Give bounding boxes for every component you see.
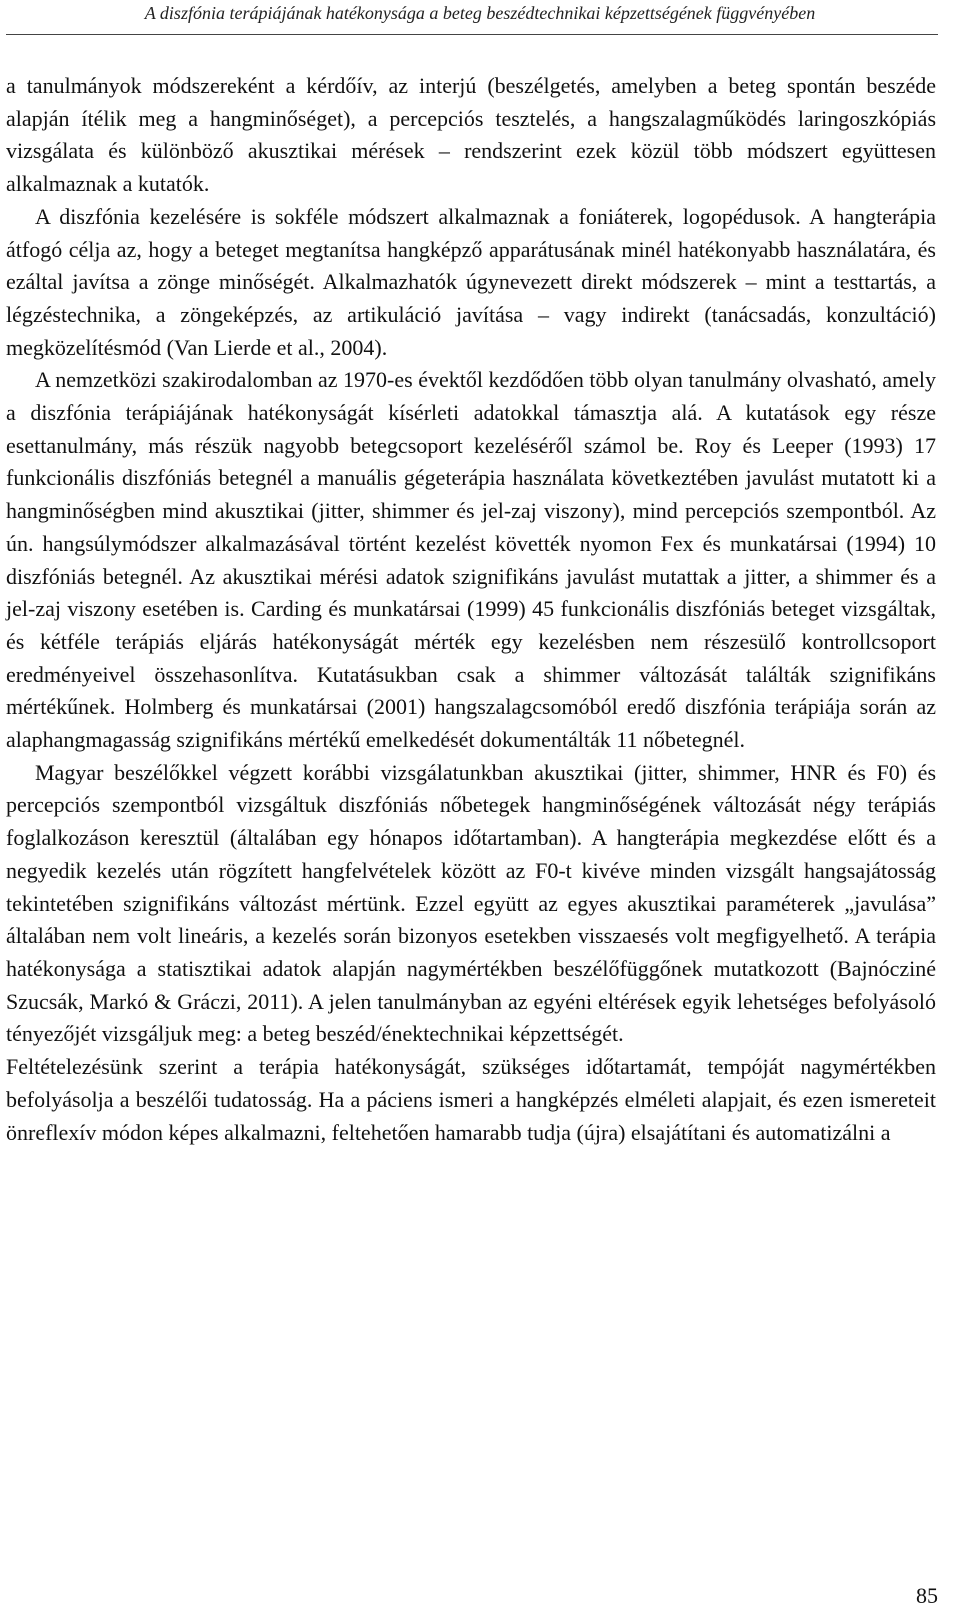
paragraph-previous-study: Magyar beszélőkkel végzett korábbi vizsgálatunkban akusztikai (jitter, shimmer, HNR és F0) és percepciós szempontból vizsgáltuk diszfóniás nőbetegek hangminőségének változását négy terápiás foglalkozáson keresztül (általában egy hónapos időtartamban). A hangterápia megkezdése előtt és a negyedik kezelés után rögzített hangfelvételek között az F0-t kivéve minden vizsgált hangsajátosság tekintetében szignifikáns változást mértünk. Ezzel együtt az egyes akusztikai paraméterek „javulása” általában nem volt lineáris, a kezelés során bizonyos esetekben visszaesés volt megfigyelhető. A terápia hatékonysága a statisztikai adatok alapján nagymértékben beszélőfüggőnek mutatkozott (Bajnócziné Szucsák, Markó & Gráczi, 2011). A jelen tanulmányban az egyéni eltérések egyik lehetséges befolyásoló tényezőjét vizsgáljuk meg: a beteg beszéd/énektechnikai képzettségét. [6, 759, 936, 1047]
running-header: A diszfónia terápiájának hatékonysága a beteg beszédtechnikai képzettségének függvényében [144, 3, 816, 23]
body-text [6, 70, 936, 1149]
paragraph-therapy-methods: A diszfónia kezelésére is sokféle módszert alkalmaznak a foniáterek, logopédusok. A hangterápia átfogó célja az, hogy a beteget megtanítsa hangképző apparátusának minél hatékonyabb használatára, és ezáltal javítsa a zönge minőségét. Alkalmazhatók úgynevezett direkt módszerek – mint a testtartás, a légzéstechnika, a zöngeképzés, az artikuláció javítása – vagy indirekt (tanácsadás, konzultáció) megközelítésmód (Van Lierde et al., 2004). [6, 203, 936, 360]
page-number: 85 [916, 1583, 938, 1608]
paragraph-methods-continued: a tanulmányok módszereként a kérdőív, az interjú (beszélgetés, amelyben a beteg spontán beszéde alapján ítélik meg a hangminőséget), a percepciós tesztelés, a hangszalagműködés laringoszkópiás vizsgálata és különböző akusztikai mérések – rendszerint ezek közül több módszert együttesen alkalmaznak a kutatók. [6, 73, 936, 197]
paragraph-international-literature: A nemzetközi szakirodalomban az 1970-es évektől kezdődően több olyan tanulmány olvasható, amely a diszfónia terápiájának hatékonyságát kísérleti adatokkal támasztja alá. A kutatások egy része esettanulmány, más részük nagyobb betegcsoport kezeléséről számol be. Roy és Leeper (1993) 17 funkcionális diszfóniás betegnél a manuális gégeterápia használata következtében javulást mutatott ki a hangminőségben mind akusztikai (jitter, shimmer és jel-zaj viszony), mind percepciós szempontból. Az ún. hangsúlymódszer alkalmazásával történt kezelést követték nyomon Fex és munkatársai (1994) 10 diszfóniás betegnél. Az akusztikai mérési adatok szignifikáns javulást mutattak a jitter, a shimmer és a jel-zaj viszony esetében is. Carding és munkatársai (1999) 45 funkcionális diszfóniás beteget vizsgáltak, és kétféle terápiás eljárás hatékonyságát mérték egy kezelésben nem részesülő kontrollcsoport eredményeivel összehasonlítva. Kutatásukban csak a shimmer változását találták szignifikáns mértékűnek. Holmberg és munkatársai (2001) hangszalagcsomóból eredő diszfónia terápiája során az alaphangmagasság szignifikáns mértékű emelkedését dokumentálták 11 nőbetegnél. [6, 367, 936, 753]
header-divider [6, 34, 938, 35]
paragraph-hypothesis: Feltételezésünk szerint a terápia hatékonyságát, szükséges időtartamát, tempóját nagymértékben befolyásolja a beszélői tudatosság. Ha a páciens ismeri a hangképzés elméleti alapjait, és ezen ismereteit önreflexív módon képes alkalmazni, feltehetően hamarabb tudja (újra) elsajátítani és automatizálni a [6, 1054, 936, 1145]
